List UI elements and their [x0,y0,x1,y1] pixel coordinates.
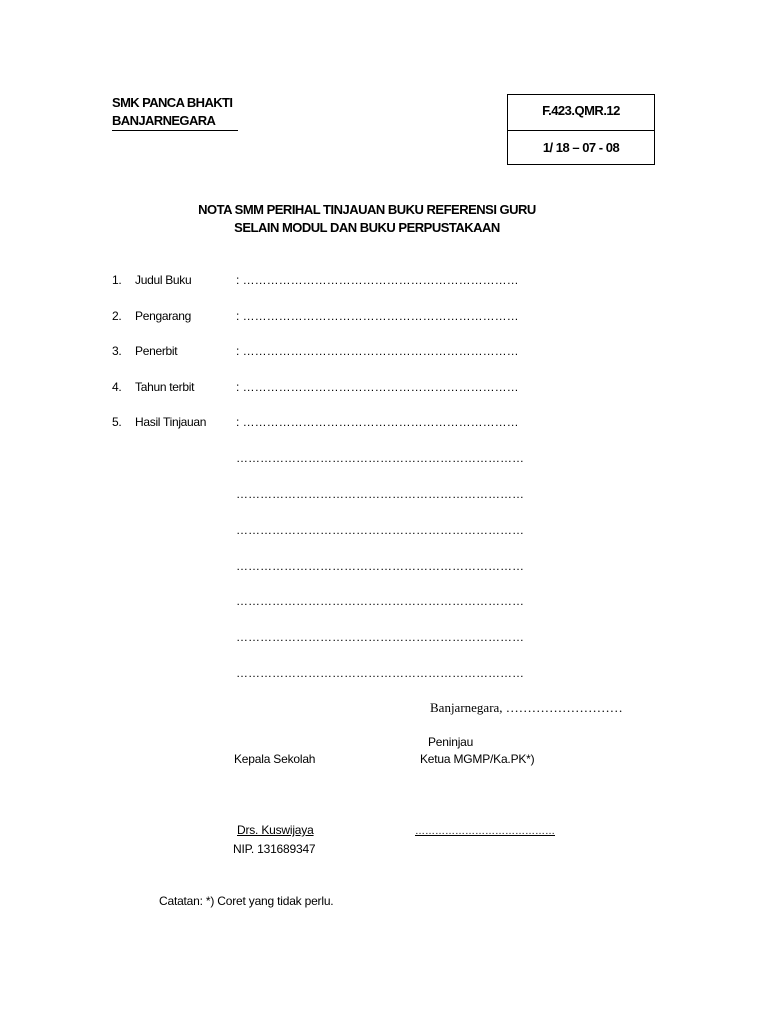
school-name [112,94,232,130]
field-fill-tahun-terbit: : …………………………………………………………… [236,380,519,394]
reviewer-title: Peninjau [428,735,474,749]
field-label-pengarang: Pengarang [135,309,192,323]
field-fill-hasil-tinjauan: : …………………………………………………………… [236,415,519,429]
field-label-judul-buku: Judul Buku [135,273,192,287]
field-fill-penerbit: : …………………………………………………………… [236,344,519,358]
place-date: Banjarnegara, ……………………… [430,700,623,715]
field-number: 5. [112,415,122,429]
form-revision: 1/ 18 – 07 - 08 [542,140,620,155]
field-number: 4. [112,380,122,394]
field-label-hasil-tinjauan: Hasil Tinjauan [135,415,207,429]
review-line: ……………………………………………………………… [236,666,524,680]
school-name-line1: SMK PANCA BHAKTI [112,95,233,110]
review-line: ……………………………………………………………… [236,594,524,608]
form-code-box [507,94,655,165]
field-number: 3. [112,344,122,358]
principal-nip: NIP. 131689347 [233,842,316,856]
school-name-line2: BANJARNEGARA [112,113,216,128]
review-line: ……………………………………………………………… [236,523,524,537]
review-line: ……………………………………………………………… [236,451,524,465]
field-fill-judul-buku: : …………………………………………………………… [236,273,519,287]
field-number: 1. [112,273,122,287]
principal-title: Kepala Sekolah [234,752,316,766]
field-number: 2. [112,309,122,323]
field-label-tahun-terbit: Tahun terbit [135,380,195,394]
review-line: ……………………………………………………………… [236,559,524,573]
document-title-line2: SELAIN MODUL DAN BUKU PERPUSTAKAAN [234,220,500,235]
principal-name: Drs. Kuswijaya [237,823,314,837]
document-title-line1: NOTA SMM PERIHAL TINJAUAN BUKU REFERENSI GURU [198,202,536,217]
review-line: ……………………………………………………………… [236,487,524,501]
reviewer-role: Ketua MGMP/Ka.PK*) [420,752,535,766]
field-label-penerbit: Penerbit [135,344,178,358]
footnote: Catatan: *) Coret yang tidak perlu. [159,894,334,908]
form-code: F.423.QMR.12 [508,95,654,131]
review-line: ……………………………………………………………… [236,630,524,644]
field-fill-pengarang: : …………………………………………………………… [236,309,519,323]
school-underline [112,130,238,131]
reviewer-signature-line: …………………………………… [415,826,555,837]
